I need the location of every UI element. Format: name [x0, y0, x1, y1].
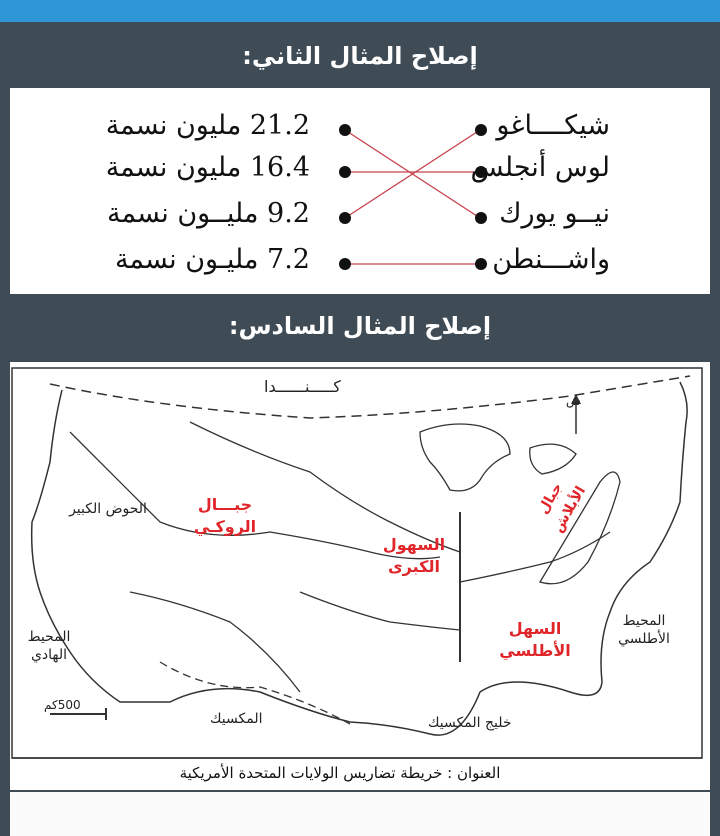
heading-example-6: إصلاح المثال السادس:	[228, 312, 492, 340]
label-coastal-plain: السهل الأطلسي	[499, 619, 571, 660]
label-atlantic: المحيط الأطلسي	[618, 613, 670, 647]
population-4: 7.2 مليـون نسمة	[114, 244, 310, 275]
next-card	[10, 792, 710, 836]
label-great-plains: السهول الكبرى	[382, 535, 446, 576]
city-dot	[475, 124, 487, 136]
pop-dot	[339, 166, 351, 178]
label-pacific: المحيط الهادي	[27, 629, 71, 663]
city-washington: واشـــنطن	[492, 244, 610, 275]
city-new-york: نيــو يورك	[499, 198, 610, 229]
label-mexico: المكسيك	[210, 711, 263, 727]
pop-dot	[339, 258, 351, 270]
label-scale: 500كم	[44, 698, 81, 712]
label-north: ش	[566, 394, 581, 408]
pop-dot	[339, 212, 351, 224]
river	[300, 592, 460, 630]
city-chicago: شيكــــاغو	[496, 110, 610, 141]
river	[460, 532, 610, 582]
city-dot	[475, 212, 487, 224]
city-dot	[475, 258, 487, 270]
label-rocky-mountains: جبـــال الروكـي	[193, 495, 257, 536]
population-2: 16.4 مليون نسمة	[105, 152, 310, 183]
label-canada: كـــــنــــــدا	[264, 377, 341, 396]
label-appalachian: جبال الأبلاش	[535, 480, 590, 536]
top-bar	[0, 0, 720, 22]
pop-dot	[339, 124, 351, 136]
label-great-basin: الحوض الكبير	[69, 501, 147, 517]
heading-example-2: إصلاح المثال الثاني:	[242, 42, 478, 70]
lake	[530, 444, 576, 474]
label-gulf-of-mexico: خليج المكسيك	[428, 715, 512, 731]
population-1: 21.2 مليون نسمة	[105, 110, 310, 141]
matching-card	[10, 88, 710, 294]
city-los-angeles: لوس أنجلس	[470, 152, 610, 183]
river	[130, 592, 300, 692]
map-card	[10, 362, 710, 790]
canada-border	[50, 376, 690, 418]
usa-outline	[32, 382, 687, 735]
great-lakes	[420, 424, 510, 491]
population-3: 9.2 مليــون نسمة	[107, 198, 310, 229]
map-caption: العنوان : خريطة تضاريس الولايات المتحدة الأمريكية	[179, 764, 501, 782]
usa-relief-map	[10, 362, 710, 790]
